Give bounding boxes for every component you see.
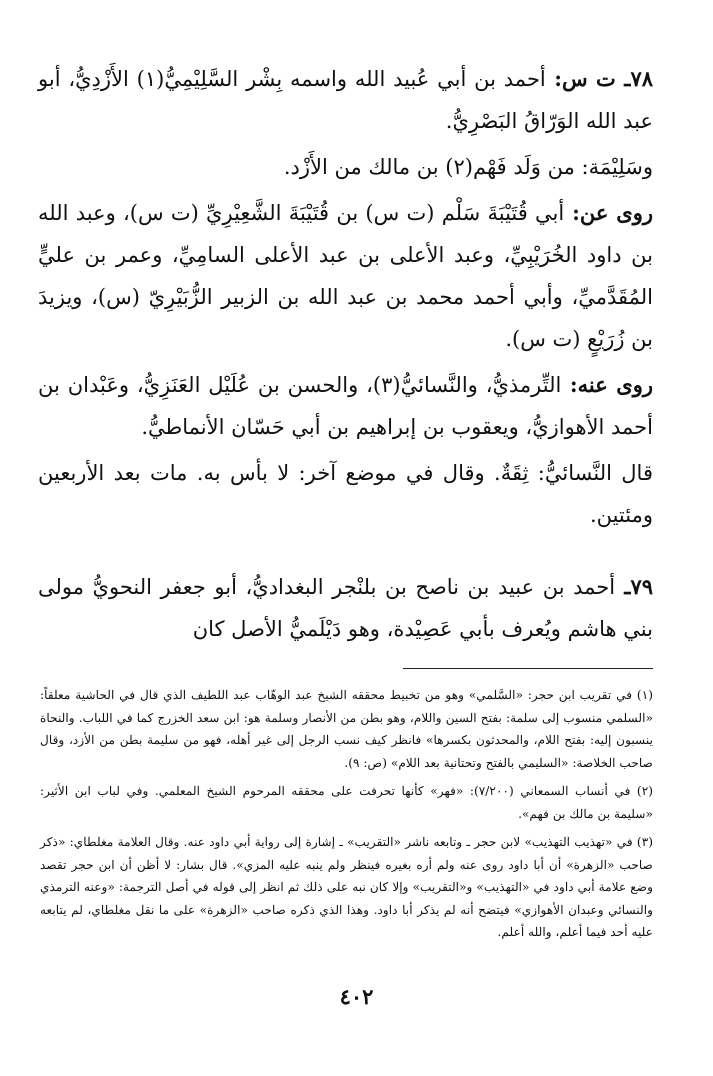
entry-78-heading [38, 58, 653, 142]
entry-78-nisba-text: وسَلِيْمَة: من وَلَد فَهْم(٢) بن مالك من الأَزْد. [283, 155, 653, 179]
entry-78-nisba-note [38, 146, 653, 188]
entry-79-text: أحمد بن عبيد بن ناصح بن بلنْجر البغداديُّ، أبو جعفر النحويُّ مولى بني هاشم ويُعرف بأبي عَصِيْدة، وهو دَيْلَميُّ الأصل كان [38, 575, 653, 641]
page-number: ٤٠٢ [339, 984, 374, 1009]
footnote-3: (٣) في «تهذيب التهذيب» لابن حجر ـ وتابعه ناشر «التقريب» ـ إشارة إلى رواية أبي داود عنه. وقال العلامة مغلطاي: «ذكر صاحب «الزهرة» أن أبا داود روى عنه ولم أره بغيره فينظر ولم ينبه عليه المزي». قال بشار: لا أظن أن ابن حجر تقصد وضع علامة أبي داود في «التهذيب» و«التقريب» وإلا كان نبه على ذلك ثم انظر إلى قوله في أصل الترجمة: «وعنه الترمذي والنسائي وعبدان الأهوازي» فيتضح أنه لم يذكر أبا داود. وهذا الذي ذكره صاحب «الزهرة» على ما نقل مغلطاي، لم يتابعه عليه أحد فيما أعلم، والله أعلم. [40, 835, 653, 939]
footnote-1: (١) في تقريب ابن حجر: «السَّلمي» وهو من تخبيط محققه الشيخ عبد الوهّاب عبد اللطيف الذي قال في الحاشية معلقاً: «السلمي منسوب إلى سلمة: بفتح السين واللام، وهو بطن من الأنصار وسلمة هو: ابن سعد الخزرج كما في اللباب. والنحاة ينسبون إليه: بفتح اللام، والمحدثون بكسرها» فانظر كيف نسب الرجل إلى غير أهله، فهو من سليمة بطن من الأزد، وقال صاحب الخلاصة: «السليمي بالفتح وتحتانية بعد اللام» (ص: ٩). [40, 688, 653, 770]
narrated-from-text: أبي قُتَيْبَةَ سَلْم (ت س) بن قُتَيْبَةَ الشَّعِيْرِيِّ (ت س)، وعبد الله بن داود الخُرَيْبِيِّ، وعبد الأعلى بن عبد الأعلى السامِيِّ، وعمر بن عليٍّ المُقَدَّميِّ، وأبي أحمد محمد بن عبد الله بن الزبير الزُّبَيْرِيّ (س)، ويزيدَ بن زُرَيْعٍ (ت س). [38, 201, 653, 351]
main-text [38, 58, 653, 650]
assessment-text: قال النَّسائيُّ: ثِقَةٌ. وقال في موضع آخر: لا بأس به. مات بعد الأربعين ومئتين. [38, 461, 653, 527]
entry-79-number: ٧٩ـ [615, 574, 653, 599]
narrated-from-label: روى عن: [564, 200, 653, 225]
entry-78-name: أحمد بن أبي عُبيد الله واسمه بِشْر السَّلِيْمِيُّ(١) الأَزْدِيُّ، أبو عبد الله الوَرّاقُ البَصْرِيُّ. [38, 67, 653, 133]
entry-79-heading [38, 566, 653, 650]
narrated-by-text: التِّرمذيُّ، والنَّسائيُّ(٣)، والحسن بن عُلَيْل العَنَزِيُّ، وعَبْدان بن أحمد الأهوازيُّ، ويعقوب بن إبراهيم بن أبي حَسّان الأنماطيُّ. [38, 373, 653, 439]
footnote-divider [403, 668, 653, 669]
entry-78-assessment [38, 452, 653, 536]
entry-78-narrated-by [38, 364, 653, 448]
narrated-by-label: روى عنه: [561, 372, 653, 397]
entry-78-number: ٧٨ـ ت س: [545, 66, 653, 91]
footnotes [40, 684, 653, 950]
footnote-2: (٢) في أنساب السمعاني (٧/٢٠٠): «فهر» كأنها تحرفت على محققه المرحوم الشيخ المعلمي. وفي لباب ابن الأثير: «سليمة بن مالك بن فهم». [40, 784, 653, 821]
entry-78-narrated-from [38, 192, 653, 360]
